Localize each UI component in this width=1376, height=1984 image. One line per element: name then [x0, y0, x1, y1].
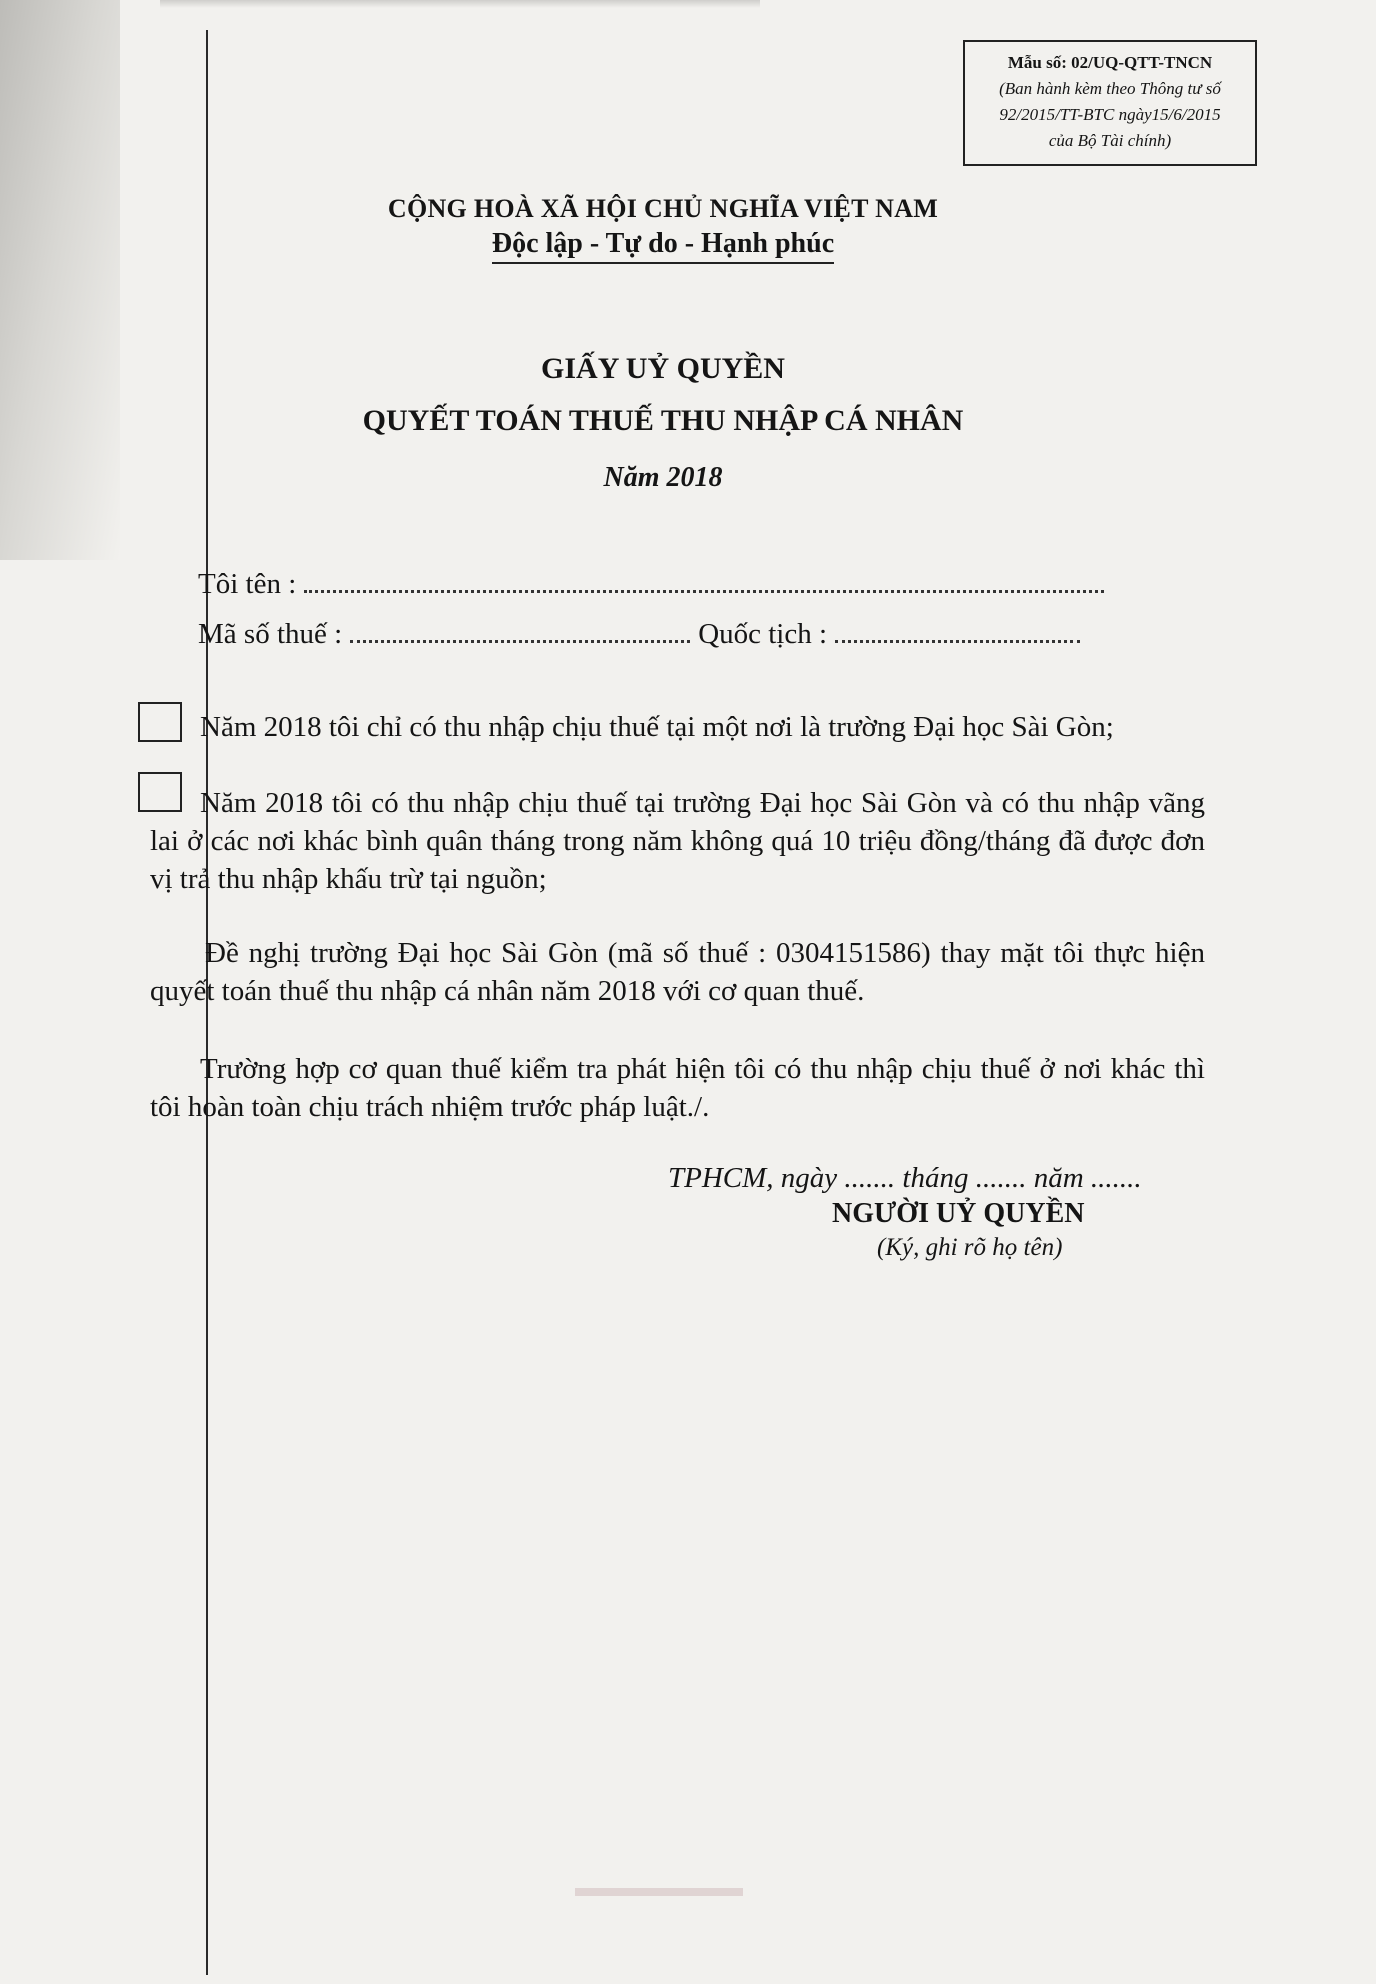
liability-paragraph: Trường hợp cơ quan thuế kiểm tra phát hiện tôi có thu nhập chịu thuế ở nơi khác thì tôi hoàn toàn chịu trách nhiệm trước pháp luật./.	[150, 1053, 1205, 1123]
form-issued-line3: của Bộ Tài chính)	[1048, 131, 1172, 150]
motto-heading	[200, 228, 1126, 260]
page-top-shadow	[160, 0, 760, 8]
paper-stain	[575, 1888, 743, 1896]
name-input-line[interactable]	[304, 590, 1104, 593]
nation-heading: CỘNG HOÀ XÃ HỘI CHỦ NGHĨA VIỆT NAM	[387, 194, 939, 223]
nationality-label: Quốc tịch :	[698, 618, 828, 650]
nationality-input-line[interactable]	[835, 640, 1080, 643]
name-row	[198, 568, 1104, 601]
option-1-text: Năm 2018 tôi chỉ có thu nhập chịu thuế tại một nơi là trường Đại học Sài Gòn;	[200, 711, 1114, 743]
tax-code-input-line[interactable]	[350, 640, 690, 643]
form-issued-line1: (Ban hành kèm theo Thông tư số	[999, 79, 1221, 98]
signature-note: (Ký, ghi rõ họ tên)	[877, 1234, 1063, 1261]
form-code: Mẫu số: 02/UQ-QTT-TNCN	[1007, 53, 1213, 72]
form-code-box	[963, 40, 1257, 166]
tax-code-row	[198, 618, 1080, 651]
tax-code-label: Mã số thuế :	[198, 618, 343, 650]
document-subtitle: QUYẾT TOÁN THUẾ THU NHẬP CÁ NHÂN	[362, 404, 964, 437]
signer-title: NGƯỜI UỶ QUYỀN	[832, 1198, 1085, 1229]
name-label: Tôi tên :	[198, 568, 297, 600]
place-date-line: TPHCM, ngày ....... tháng ....... năm .......	[668, 1162, 1142, 1194]
page-fold-shadow	[0, 0, 120, 560]
option-2-text: Năm 2018 tôi có thu nhập chịu thuế tại trường Đại học Sài Gòn và có thu nhập vãng lai ở các nơi khác bình quân tháng trong năm không quá 10 triệu đồng/tháng đã được đơn vị trả thu nhập khấu trừ tại nguồn;	[150, 787, 1205, 895]
motto-text: Độc lập - Tự do - Hạnh phúc	[492, 228, 834, 264]
form-issued-line2: 92/2015/TT-BTC ngày15/6/2015	[999, 105, 1221, 124]
request-paragraph: Đề nghị trường Đại học Sài Gòn (mã số thuế : 0304151586) thay mặt tôi thực hiện quyết toán thuế thu nhập cá nhân năm 2018 với cơ quan thuế.	[150, 937, 1205, 1007]
document-title: GIẤY UỶ QUYỀN	[541, 352, 785, 385]
option-1-checkbox[interactable]	[138, 702, 182, 742]
document-year: Năm 2018	[603, 462, 723, 493]
